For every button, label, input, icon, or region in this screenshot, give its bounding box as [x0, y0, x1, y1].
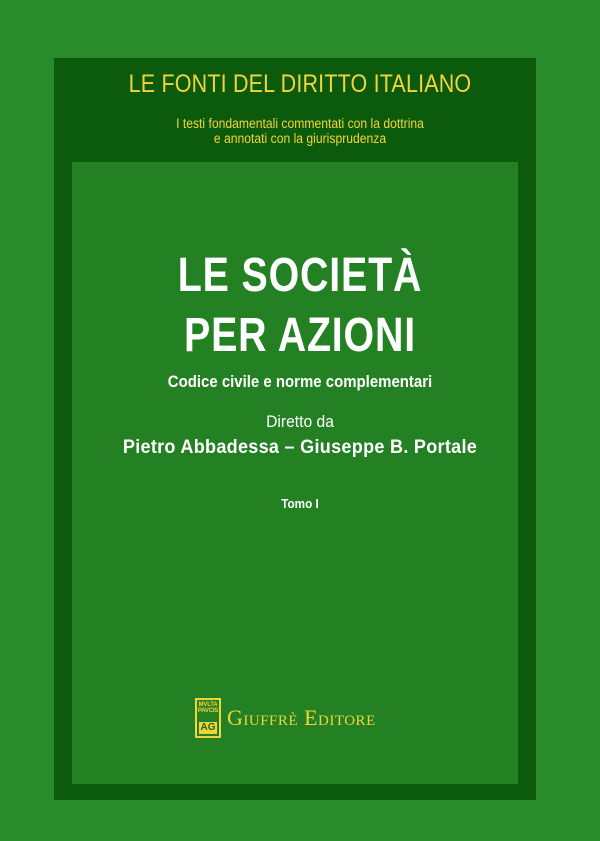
book-subtitle: Codice civile e norme complementari	[167, 372, 433, 391]
logo-motto: MVLTA PAVCIS	[197, 702, 219, 714]
series-subtitle-line1: I testi fondamentali commentati con la dottrina	[176, 116, 424, 131]
publisher-logo-icon	[195, 698, 221, 738]
publisher-block	[195, 697, 376, 739]
series-subtitle-line2: e annotati con la giurisprudenza	[213, 131, 387, 146]
directed-by-label: Diretto da	[266, 412, 334, 431]
book-title-line2: PER AZIONI	[184, 309, 416, 362]
logo-initials: AG	[200, 722, 216, 733]
authors: Pietro Abbadessa – Giuseppe B. Portale	[122, 437, 478, 458]
volume-label: Tomo I	[281, 496, 319, 511]
series-title: LE FONTI DEL DIRITTO ITALIANO	[128, 70, 472, 98]
publisher-name: Giuffrè Editore	[227, 705, 376, 730]
book-title-line1: LE SOCIETÀ	[177, 249, 423, 302]
